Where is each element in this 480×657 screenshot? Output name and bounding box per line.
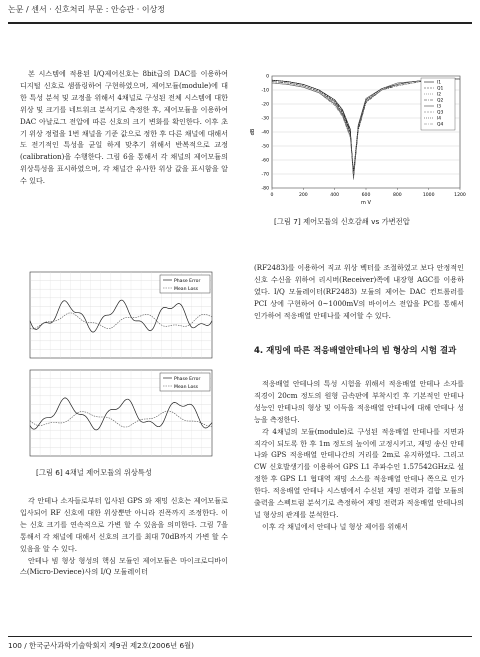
figure-7-legend: [421, 78, 455, 130]
x-tick-label: 400: [330, 193, 340, 198]
legend-label: Q1: [437, 86, 444, 92]
x-tick-label: 200: [298, 193, 308, 198]
section-heading: 4. 재밍에 따른 적응배열안테나의 빔 형상의 시험 결과: [254, 346, 457, 356]
figure-6-caption: [그림 6] 4채널 제어모듈의 위상특성: [36, 468, 152, 477]
header-rule: [8, 22, 472, 24]
x-tick-label: 800: [392, 193, 402, 198]
figure-7-attenuation-chart: [248, 70, 472, 210]
y-tick-label: -40: [261, 130, 269, 136]
legend-label: I3: [437, 104, 442, 110]
y-tick-label: -70: [261, 172, 269, 178]
page-footer: 100 / 한국군사과학기술학회지 제9권 제2호(2006년 6월): [8, 641, 195, 650]
panel-1-legend-phase: Phase Error: [174, 279, 201, 284]
paragraph: 본 시스템에 적용된 I/Q제어신호는 8bit급의 DAC를 이용하여 디지털 신호로 샘플링하여 구현하였으며, 제어모듈(module)에 대한 특성 분석 및 교정을 위해서 4채널로 구성된 전체 시스템에 대한 위상 및 크기를 네트워크 분석기로 측정한 후, 제어모듈을 이용하여 DAC 아날로그 전압에 따른 신호의 크기 변화를 확인한다. 이후 초기 위상 정렬을 1번 채널을 기준 값으로 정한 후 다른 채널에 대해서도 전기적인 특성을 균일 하게 맞추기 위해서 반복적으로 교정(calibration)을 수행한다. 그림 6을 통해서 각 채널의 제어모듈의 위상특성을 표시하였으며, 각 채널간 유사한 위상 값을 표시함을 알 수 있다.: [20, 69, 228, 186]
body-text-right-top: [254, 262, 464, 322]
y-tick-label: 0: [266, 74, 269, 80]
y-tick-label: -10: [261, 88, 269, 94]
y-tick-label: -80: [261, 186, 269, 192]
panel-1-legend-loss: Mean Loss: [174, 287, 199, 292]
paragraph: 적응배열 안테나의 특성 시험을 위해서 적응배열 안테나 소자를 직경이 20cm 정도의 원형 금속판에 부착시킨 후 기본적인 안테나 성능인 안테나의 형상 및 이득을 적응배열 안테나에 대해 안테나 성능을 측정한다.: [254, 379, 464, 424]
legend-label: Q2: [437, 98, 444, 104]
legend-label: I1: [437, 80, 442, 86]
body-text-left-bottom: [20, 495, 228, 578]
panel-2-legend-loss: Mean Loss: [174, 385, 199, 390]
x-tick-label: 1000: [422, 193, 435, 198]
y-tick-label: -60: [261, 158, 269, 164]
paragraph: 이후 각 채널에서 안테나 널 형상 제어를 위해서: [262, 521, 408, 531]
footer-rule: [8, 636, 472, 637]
legend-label: I2: [437, 92, 442, 98]
x-tick-label: 0: [270, 193, 274, 198]
body-text-left-top: [20, 68, 228, 187]
paragraph: (RF2483)를 이용하여 직교 위상 벡터를 조절하였고 보다 안정적인 신호 수신을 위하여 리시버(Receiver)쪽에 내장형 AGC를 이용하였다. I/Q 모듈레이터(RF2483) 모듈의 제어는 DAC 컨트롤러를 PCI 상에 구현하여 0~1000mV의 바이어스 전압을 PC를 통해서 인가하여 적응배열 안테나를 제어할 수 있다.: [254, 263, 464, 320]
figure-6-phase-plots: [12, 266, 237, 462]
panel-2-legend-phase: Phase Error: [174, 377, 201, 382]
running-header: 논문 / 센서 · 신호처리 부문 : 안승관 · 이상정: [8, 5, 166, 14]
x-axis-label: m V: [361, 200, 371, 206]
y-tick-label: -50: [261, 144, 269, 150]
legend-label: Q4: [437, 122, 444, 128]
legend-label: I4: [437, 116, 442, 122]
legend-label: Q3: [437, 110, 444, 116]
y-tick-label: -20: [261, 102, 269, 108]
paragraph: 안테나 빔 형상 형성의 핵심 모듈인 제어모듈은 마이크로디바이스(Micro-Deviece)사의 I/Q 모듈레이터: [20, 555, 228, 577]
figure-7-caption: [그림 7] 제어모듈의 신호감쇄 vs 가변전압: [274, 217, 410, 226]
body-text-right-bottom: [254, 378, 464, 533]
figure-7-svg: [248, 70, 472, 210]
y-axis-label: dB: [250, 128, 256, 136]
figure-6-svg: [12, 266, 237, 462]
x-tick-label: 1200: [454, 193, 466, 198]
x-tick-label: 600: [361, 193, 371, 198]
paragraph: 각 4채널의 모듈(module)로 구성된 적응배열 안테나를 지면과 직각이 되도록 한 후 1m 정도의 높이에 고정시키고, 재밍 송신 안테나와 GPS 적응배열 안테나간의 거리를 2m로 유지하였다. 그리고 CW 신호발생기를 이용하여 GPS L1 주파수인 1.57542GHz로 설정한 후 GPS L1 협대역 재밍 소스를 적응배열 안테나 쪽으로 인가한다. 적응배열 안테나 시스템에서 수신된 재밍 전력과 결합 모듈의 출력을 스펙트럼 분석기로 측정하여 재밍 전력과 적응배열 안테나의 널 형상의 관계를 분석한다.: [254, 426, 464, 519]
y-tick-label: -30: [261, 116, 269, 122]
paragraph: 각 안테나 소자들로부터 입사된 GPS 와 재밍 신호는 제어모듈로 입사되어 RF 신호에 대한 위상뿐만 아니라 진폭까지 조정한다. 이는 신호 크기를 연속적으로 가변 할 수 있음을 의미한다. 그림 7을 통해서 각 채널에 대해서 신호의 크기를 최대 70dB까지 가변 할 수 있음을 알 수 있다.: [20, 496, 228, 553]
